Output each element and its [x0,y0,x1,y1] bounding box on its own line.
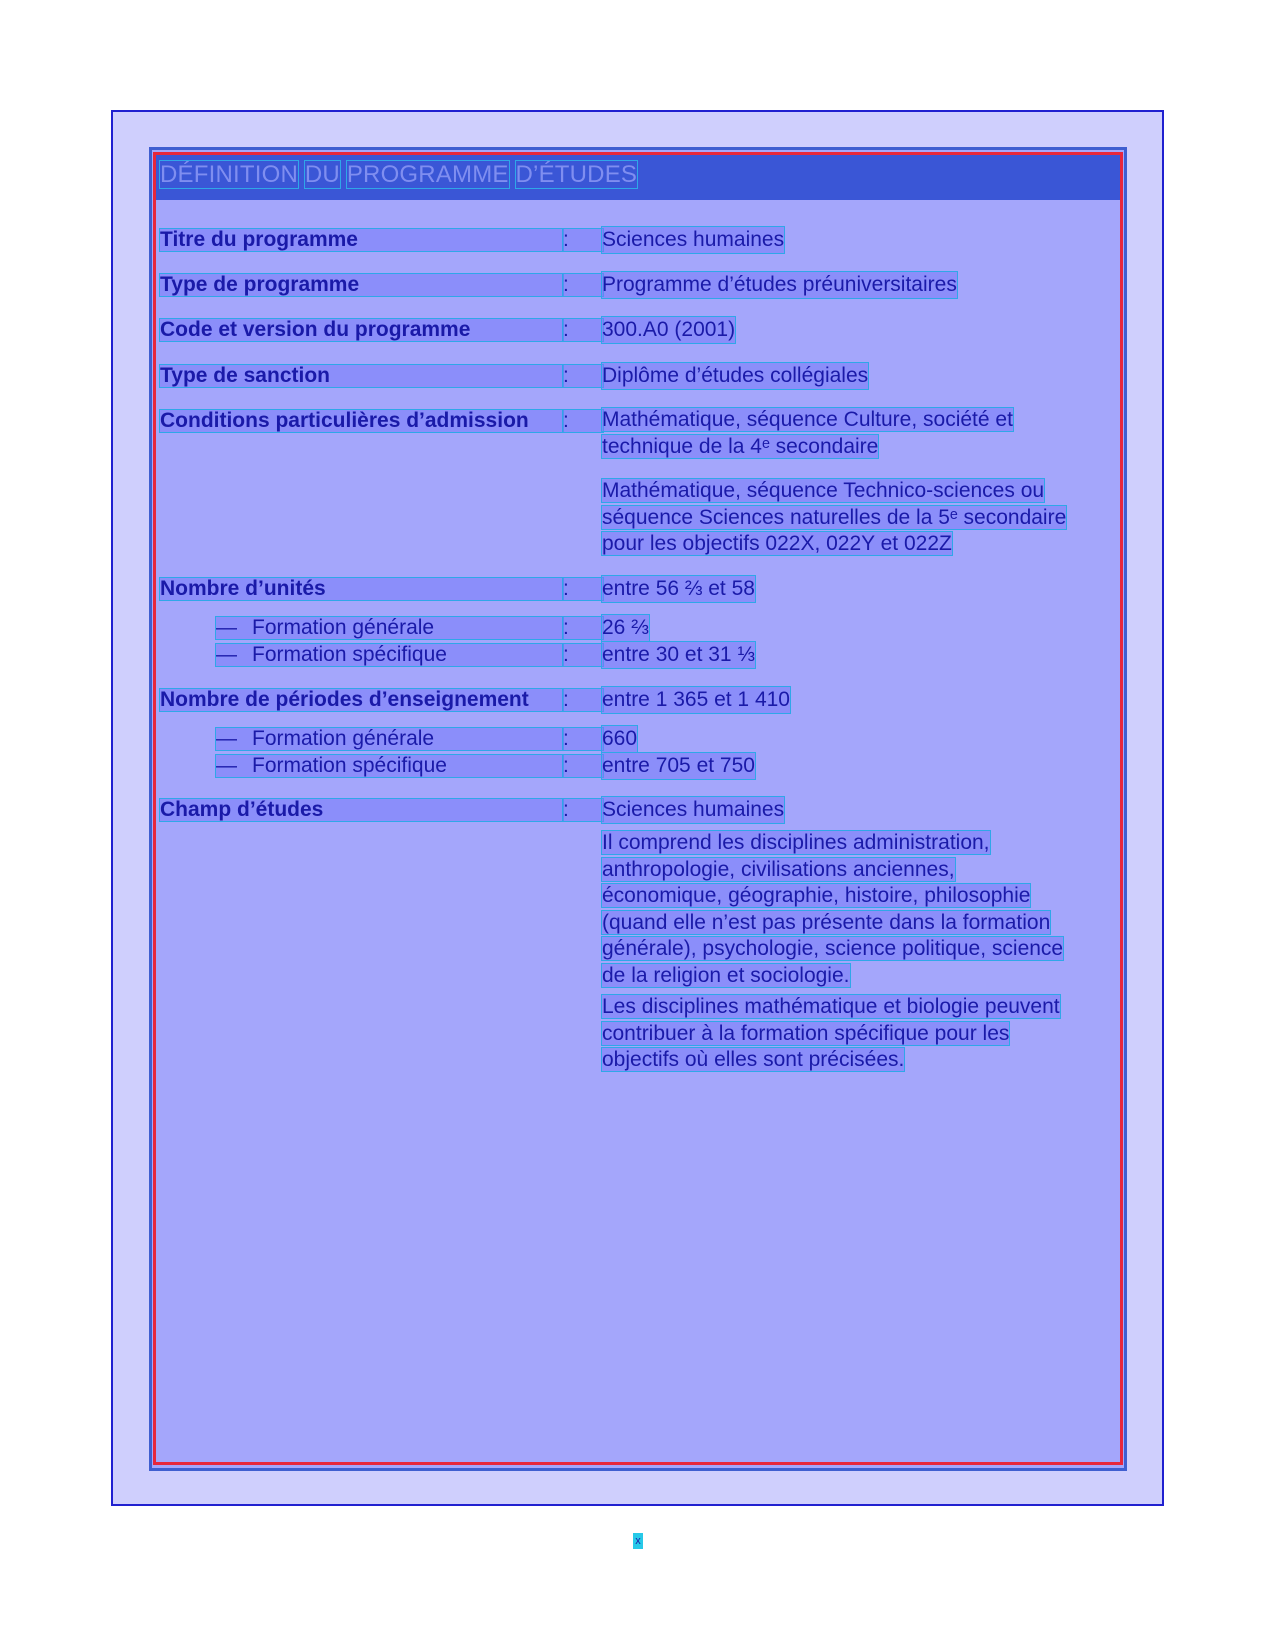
value-text: entre 56 ⅔ et 58 [602,577,755,600]
paragraph-line: (quand elle n’est pas présente dans la formation [602,910,1051,934]
paragraph-line: objectifs où elles sont précisées. [602,1048,905,1071]
sub-label-unites-generale [216,617,563,639]
field-label-code: Code et version du programme [160,319,563,341]
field-colon: : [563,689,603,711]
sub-label-text: Formation générale [252,727,435,750]
paragraph-line: de la religion et sociologie. [602,963,850,987]
paragraph-line: économique, géographie, histoire, philosophie [602,884,1031,907]
sub-label-periodes-generale [216,728,563,750]
field-colon: : [563,410,603,432]
value-line: séquence Sciences naturelles de la 5ᵉ secondaire [602,505,1067,529]
page-title [160,161,637,189]
sub-value-periodes-generale [602,726,637,752]
field-label-champ: Champ d’études [160,799,563,821]
value-text: Sciences humaines [602,228,785,251]
value-text: entre 30 et 31 ⅓ [602,643,755,666]
sub-value-unites-generale [602,615,649,641]
field-label-periodes: Nombre de périodes d’enseignement [160,689,563,711]
field-value-sanction [602,363,868,389]
page-footer-mark: x [633,1533,643,1549]
title-word: D’ÉTUDES [515,161,638,188]
field-value-champ [602,797,784,823]
dash-icon: — [216,643,237,666]
field-colon: : [563,799,603,821]
value-text: 26 ⅔ [602,616,649,639]
field-label-titre: Titre du programme [160,229,563,251]
sub-label-text: Formation spécifique [252,754,447,777]
field-colon: : [563,755,603,777]
field-label-conditions: Conditions particulières d’admission [160,410,563,432]
dash-icon: — [216,727,237,750]
title-word: DU [304,161,340,188]
dash-icon: — [216,616,237,639]
field-colon: : [563,319,603,341]
value-line: technique de la 4ᵉ secondaire [602,434,879,458]
paragraph-line: Il comprend les disciplines administration, [602,831,990,854]
sub-label-text: Formation générale [252,616,435,639]
value-text: entre 705 et 750 [602,754,755,777]
value-text: Programme d’études préuniversitaires [602,273,957,296]
title-word: PROGRAMME [346,161,509,188]
sub-value-periodes-specifique [602,753,755,779]
field-colon: : [563,274,603,296]
field-value-conditions-1 [602,407,1110,460]
paragraph-line: Les disciplines mathématique et biologie peuvent [602,995,1060,1018]
value-line: Mathématique, séquence Technico-sciences ou [602,479,1045,502]
field-colon: : [563,728,603,750]
value-text: Sciences humaines [602,798,785,821]
field-value-titre [602,227,784,253]
paragraph-line: anthropologie, civilisations anciennes, [602,857,955,881]
sub-value-unites-specifique [602,642,755,668]
sub-label-unites-specifique [216,644,563,666]
field-value-periodes [602,687,790,713]
field-label-type-programme: Type de programme [160,274,563,296]
field-colon: : [563,229,603,251]
value-line: Mathématique, séquence Culture, société et [602,408,1013,431]
field-colon: : [563,578,603,600]
field-label-unites: Nombre d’unités [160,578,563,600]
field-value-unites [602,576,755,602]
sub-label-periodes-specifique [216,755,563,777]
value-line: pour les objectifs 022X, 022Y et 022Z [602,532,952,555]
sub-label-text: Formation spécifique [252,643,447,666]
paragraph-line: générale), psychologie, science politique, science [602,937,1064,960]
title-word: DÉFINITION [160,161,298,188]
champ-description-2 [602,994,1110,1074]
value-text: entre 1 365 et 1 410 [602,688,790,711]
dash-icon: — [216,754,237,777]
field-value-conditions-2 [602,478,1110,558]
field-colon: : [563,617,603,639]
value-text: 300.A0 (2001) [602,318,736,341]
field-colon: : [563,365,603,387]
field-value-type-programme [602,272,957,298]
value-text: 660 [602,727,638,750]
field-label-sanction: Type de sanction [160,365,563,387]
field-value-code [602,317,735,343]
field-colon: : [563,644,603,666]
value-text: Diplôme d’études collégiales [602,364,869,387]
champ-description-1 [602,830,1110,989]
paragraph-line: contribuer à la formation spécifique pour les [602,1021,1010,1045]
